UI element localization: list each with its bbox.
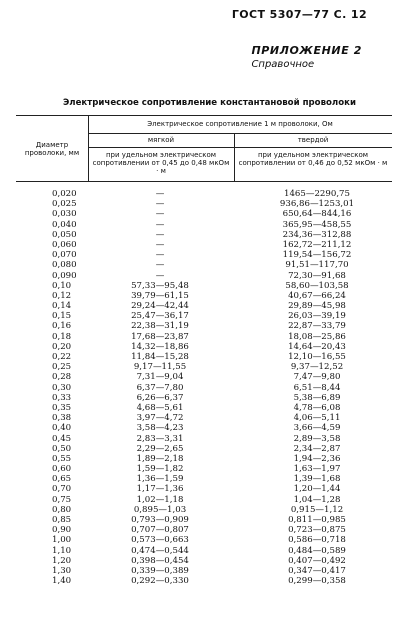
cell-hard: 12,10—16,55 (288, 352, 346, 362)
cell-diameter: 0,090 (52, 270, 77, 281)
cell-diameter: 0,85 (52, 515, 72, 525)
cell-hard: 0,586—0,718 (288, 535, 346, 546)
table-row (0, 260, 414, 270)
col-hard-condition: при удельном электрическом сопротивлении от 0,46 до 0,52 мкОм · м (238, 151, 388, 167)
cell-diameter: 0,65 (52, 474, 72, 485)
cell-hard: 0,811—0,985 (288, 515, 346, 525)
cell-soft: 0,573—0,663 (131, 535, 189, 546)
cell-diameter: 1,30 (52, 565, 72, 576)
cell-hard: 4,78—6,08 (293, 402, 341, 413)
cell-diameter: 0,80 (52, 504, 72, 515)
col-soft-header: мягкой (147, 136, 175, 144)
table-row (0, 321, 414, 331)
appendix-subtitle: Справочное (251, 59, 315, 70)
table-row (0, 209, 414, 219)
table-body (0, 189, 414, 586)
cell-diameter: 0,020 (52, 189, 77, 199)
cell-soft: 29,24—42,44 (131, 301, 189, 312)
table-row (0, 454, 414, 464)
cell-diameter: 0,10 (52, 280, 72, 291)
table-row (0, 423, 414, 433)
cell-soft: 17,68—23,87 (131, 331, 189, 342)
cell-hard: 9,37—12,52 (290, 362, 344, 373)
cell-soft: — (155, 209, 165, 220)
cell-soft: 4,68—5,61 (136, 402, 184, 413)
cell-soft: 6,26—6,37 (136, 392, 184, 403)
cell-hard: 29,89—45,98 (288, 301, 346, 312)
table-row (0, 495, 414, 505)
cell-hard: 650,64—844,16 (282, 209, 352, 220)
cell-diameter: 0,22 (52, 352, 72, 362)
cell-diameter: 0,35 (52, 402, 72, 413)
cell-soft: 0,398—0,454 (131, 555, 189, 566)
cell-soft: — (155, 199, 165, 210)
col-soft-condition: при удельном электрическом сопротивлении от 0,45 до 0,48 мкОм · м (92, 151, 230, 175)
cell-diameter: 0,70 (52, 484, 72, 495)
cell-soft: — (155, 229, 165, 240)
cell-soft: 22,38—31,19 (131, 321, 189, 332)
appendix-block (251, 44, 362, 70)
cell-soft: 39,79—61,15 (131, 290, 189, 301)
cell-soft: 9,17—11,55 (133, 362, 187, 373)
cell-hard: 1465—2290,75 (283, 189, 350, 199)
cell-diameter: 1,10 (52, 545, 72, 556)
table-row (0, 566, 414, 576)
cell-soft: — (155, 189, 165, 199)
table-row (0, 484, 414, 494)
table-row (0, 271, 414, 281)
table-row (0, 464, 414, 474)
cell-soft: — (155, 219, 165, 230)
col-resistance-header: Электрическое сопротивление 1 м проволоки, Ом (147, 120, 333, 128)
cell-diameter: 0,15 (52, 311, 72, 322)
table-row (0, 413, 414, 423)
cell-hard: 3,66—4,59 (293, 423, 341, 434)
table-row (0, 535, 414, 545)
col-hard-header: твердой (297, 136, 329, 144)
cell-soft: — (155, 250, 165, 261)
cell-soft: 57,33—95,48 (131, 280, 189, 291)
table-row (0, 199, 414, 209)
cell-soft: 1,17—1,36 (136, 484, 184, 495)
cell-hard: 0,347—0,417 (288, 565, 346, 576)
table-row (0, 383, 414, 393)
cell-soft: — (155, 270, 165, 281)
cell-hard: 0,299—0,358 (288, 576, 346, 587)
table-row (0, 576, 414, 586)
cell-diameter: 0,040 (52, 219, 77, 230)
cell-hard: 0,723—0,875 (288, 525, 346, 536)
cell-diameter: 0,28 (52, 372, 72, 383)
table-row (0, 240, 414, 250)
cell-hard: 2,89—3,58 (293, 433, 341, 444)
cell-soft: 1,36—1,59 (136, 474, 184, 485)
table-row (0, 362, 414, 372)
header-bottom-rule (16, 181, 392, 182)
cell-hard: 234,36—312,88 (282, 229, 352, 240)
cell-soft: 0,292—0,330 (131, 576, 189, 587)
cell-hard: 1,20—1,44 (293, 484, 341, 495)
header-sub-rule (88, 147, 392, 148)
cell-diameter: 0,30 (52, 382, 72, 393)
cell-diameter: 0,90 (52, 525, 72, 536)
table-row (0, 291, 414, 301)
cell-hard: 0,915—1,12 (290, 504, 344, 515)
cell-diameter: 0,070 (52, 250, 77, 261)
cell-diameter: 0,18 (52, 331, 72, 342)
cell-soft: 0,895—1,03 (133, 504, 187, 515)
cell-soft: 14,32—18,86 (131, 341, 189, 352)
cell-hard: 26,03—39,19 (288, 311, 346, 322)
cell-diameter: 0,33 (52, 392, 72, 403)
table-title: Электрическое сопротивление константановой проволоки (63, 98, 356, 108)
cell-soft: 11,84—15,28 (131, 352, 189, 362)
cell-diameter: 0,50 (52, 443, 72, 454)
cell-diameter: 0,60 (52, 464, 72, 475)
header-top-rule (16, 115, 392, 116)
table-row (0, 474, 414, 484)
table-row (0, 250, 414, 260)
cell-diameter: 0,12 (52, 290, 72, 301)
table-row (0, 444, 414, 454)
cell-soft: 0,474—0,544 (131, 545, 189, 556)
table-row (0, 434, 414, 444)
cell-diameter: 0,55 (52, 453, 72, 464)
cell-diameter: 0,060 (52, 239, 77, 250)
cell-hard: 119,54—156,72 (282, 250, 352, 261)
cell-diameter: 1,00 (52, 535, 72, 546)
table-row (0, 189, 414, 199)
cell-hard: 6,51—8,44 (293, 382, 341, 393)
standard-header: ГОСТ 5307—77 С. 12 (231, 8, 367, 21)
cell-diameter: 0,25 (52, 362, 72, 373)
cell-diameter: 0,030 (52, 209, 77, 220)
cell-hard: 1,39—1,68 (293, 474, 341, 485)
cell-diameter: 0,080 (52, 260, 77, 271)
cell-diameter: 0,20 (52, 341, 72, 352)
cell-hard: 1,94—2,36 (293, 453, 341, 464)
cell-soft: 1,02—1,18 (136, 494, 184, 505)
cell-hard: 58,60—103,58 (285, 280, 349, 291)
cell-hard: 5,38—6,89 (293, 392, 341, 403)
table-row (0, 332, 414, 342)
cell-diameter: 0,14 (52, 301, 72, 312)
cell-hard: 91,51—117,70 (285, 260, 349, 271)
appendix-title: ПРИЛОЖЕНИЕ 2 (251, 44, 362, 57)
table-row (0, 546, 414, 556)
cell-diameter: 0,050 (52, 229, 77, 240)
table-row (0, 311, 414, 321)
cell-hard: 936,86—1253,01 (279, 199, 355, 210)
cell-hard: 7,47—9,80 (293, 372, 341, 383)
cell-hard: 22,87—33,79 (288, 321, 346, 332)
cell-hard: 162,72—211,12 (282, 239, 352, 250)
cell-diameter: 1,40 (52, 576, 72, 587)
cell-soft: 6,37—7,80 (136, 382, 184, 393)
table-row (0, 556, 414, 566)
cell-diameter: 0,38 (52, 413, 72, 424)
cell-soft: — (155, 260, 165, 271)
table-row (0, 403, 414, 413)
cell-soft: 3,58—4,23 (136, 423, 184, 434)
cell-soft: 0,793—0,909 (131, 515, 189, 525)
col-diameter-header: Диаметр проволоки, мм (24, 141, 80, 157)
cell-soft: 2,83—3,31 (136, 433, 184, 444)
cell-soft: 2,29—2,65 (136, 443, 184, 454)
cell-hard: 14,64—20,43 (288, 341, 346, 352)
cell-hard: 72,30—91,68 (288, 270, 346, 281)
table-row (0, 525, 414, 535)
cell-diameter: 0,025 (52, 199, 77, 210)
cell-soft: 3,97—4,72 (136, 413, 184, 424)
cell-hard: 2,34—2,87 (293, 443, 341, 454)
table-row (0, 281, 414, 291)
cell-diameter: 0,40 (52, 423, 72, 434)
cell-soft: 0,707—0,807 (131, 525, 189, 536)
cell-hard: 0,484—0,589 (288, 545, 346, 556)
cell-diameter: 1,20 (52, 555, 72, 566)
cell-hard: 1,63—1,97 (293, 464, 341, 475)
table-row (0, 505, 414, 515)
cell-diameter: 0,16 (52, 321, 72, 332)
table-row (0, 393, 414, 403)
table-row (0, 342, 414, 352)
cell-soft: 1,89—2,18 (136, 453, 184, 464)
cell-diameter: 0,75 (52, 494, 72, 505)
cell-soft: 7,31—9,04 (136, 372, 184, 383)
cell-soft: — (155, 239, 165, 250)
header-mid-rule (88, 133, 392, 134)
table-row (0, 515, 414, 525)
cell-hard: 1,04—1,28 (293, 494, 341, 505)
cell-hard: 0,407—0,492 (288, 555, 346, 566)
table-row (0, 301, 414, 311)
table-row (0, 230, 414, 240)
cell-diameter: 0,45 (52, 433, 72, 444)
cell-soft: 1,59—1,82 (136, 464, 184, 475)
cell-hard: 365,95—458,55 (282, 219, 352, 230)
cell-hard: 18,08—25,86 (288, 331, 346, 342)
cell-soft: 25,47—36,17 (131, 311, 189, 322)
table-row (0, 372, 414, 382)
cell-soft: 0,339—0,389 (131, 565, 189, 576)
cell-hard: 40,67—66,24 (288, 290, 346, 301)
table-row (0, 220, 414, 230)
table-row (0, 352, 414, 362)
cell-hard: 4,06—5,11 (293, 413, 341, 424)
